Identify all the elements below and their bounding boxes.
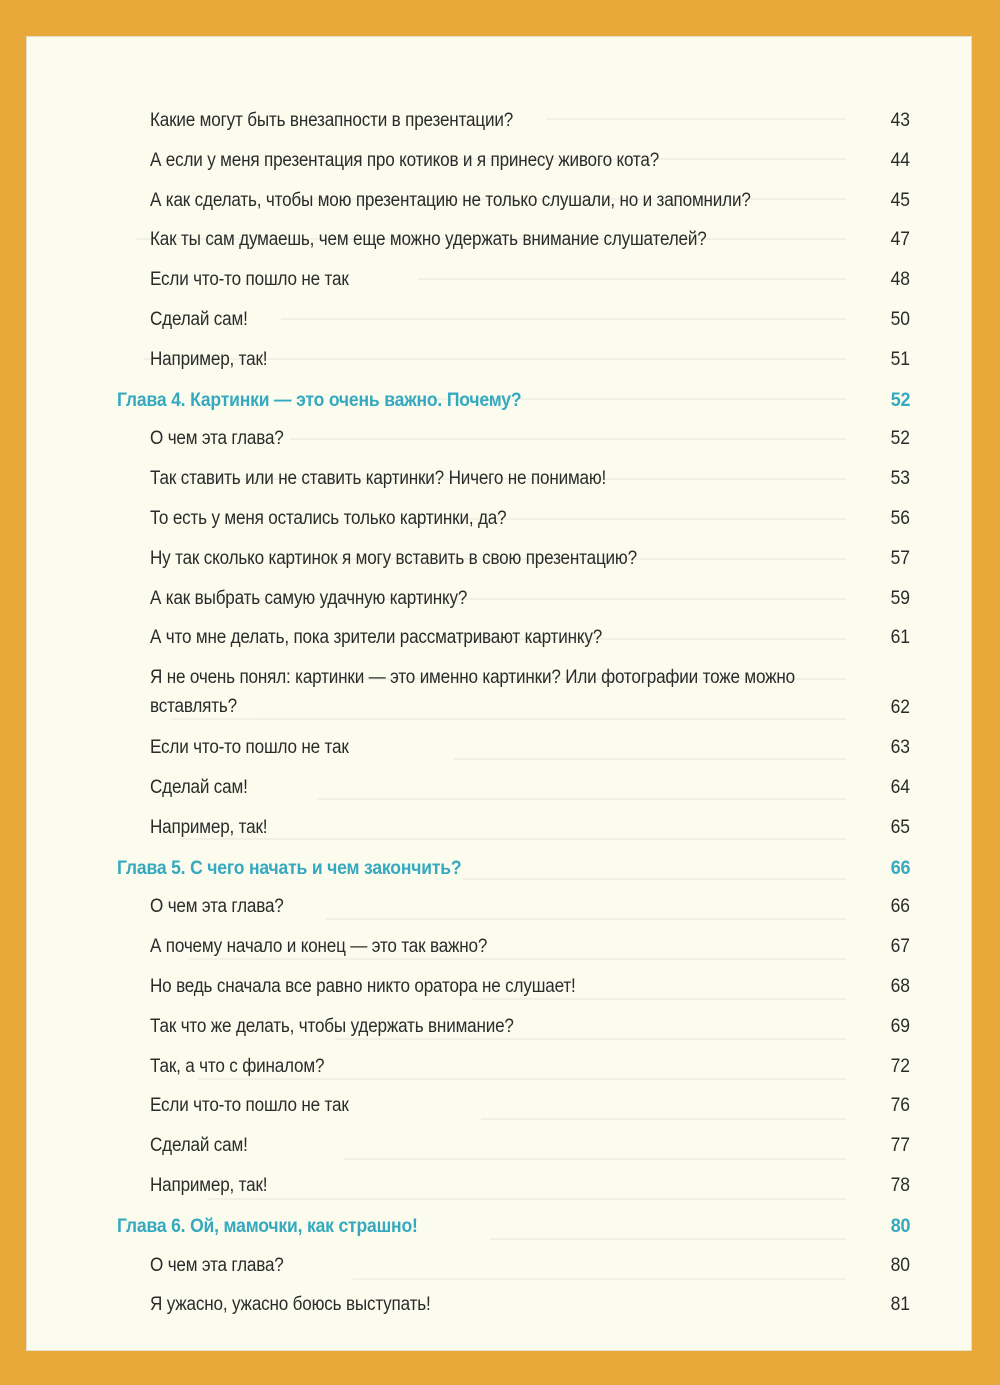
toc-entry[interactable]: [26, 1249, 972, 1289]
toc-entry[interactable]: [26, 1169, 972, 1209]
toc-entry[interactable]: [26, 621, 972, 661]
page-number: 64: [890, 776, 910, 798]
toc-entry[interactable]: [26, 1089, 972, 1129]
toc-entry[interactable]: [26, 144, 972, 184]
entry-title: Например, так!: [150, 1174, 268, 1196]
toc-entry[interactable]: [26, 1050, 972, 1090]
entry-title: Сделай сам!: [150, 776, 248, 798]
entry-title: То есть у меня остались только картинки, да?: [150, 507, 507, 529]
entry-title: Так что же делать, чтобы удержать внимание?: [150, 1015, 514, 1037]
entry-title: Так ставить или не ставить картинки? Ничего не понимаю!: [150, 468, 607, 490]
page-number: 80: [890, 1254, 910, 1276]
page-number: 68: [890, 975, 910, 997]
entry-title: А почему начало и конец — это так важно?: [150, 936, 488, 958]
toc-chapter-heading[interactable]: [26, 383, 972, 423]
page-number: 78: [890, 1174, 910, 1196]
toc-entry[interactable]: [26, 582, 972, 622]
chapter-title: Глава 5. С чего начать и чем закончить?: [117, 856, 462, 879]
entry-title: А если у меня презентация про котиков и я принесу живого кота?: [150, 149, 660, 171]
entry-title: Если что-то пошло не так: [150, 1095, 349, 1117]
page-number: 51: [890, 348, 910, 370]
toc-entry[interactable]: [26, 184, 972, 224]
page-number: 69: [890, 1015, 910, 1037]
toc-entry[interactable]: [26, 303, 972, 343]
page-number: 81: [890, 1294, 910, 1316]
entry-title: Сделай сам!: [150, 1135, 248, 1157]
toc-entry[interactable]: [26, 462, 972, 502]
entry-title: Ну так сколько картинок я могу вставить в свою презентацию?: [150, 547, 637, 569]
page-number: 52: [890, 388, 910, 411]
page-number: 57: [890, 547, 910, 569]
page-number: 61: [890, 627, 910, 649]
entry-title: Так, а что с финалом?: [150, 1055, 325, 1077]
toc-page: [26, 36, 972, 1351]
page-number: 45: [890, 189, 910, 211]
page-number: 77: [890, 1135, 910, 1157]
toc-chapter-heading[interactable]: [26, 851, 972, 891]
entry-title: Какие могут быть внезапности в презентации?: [150, 110, 514, 131]
page-number: 66: [890, 856, 910, 879]
toc-entry[interactable]: [26, 1129, 972, 1169]
toc-entry[interactable]: [26, 811, 972, 851]
entry-title: Например, так!: [150, 348, 268, 370]
toc-entry[interactable]: [26, 263, 972, 303]
page-number: 48: [890, 269, 910, 291]
entry-title: Например, так!: [150, 816, 268, 838]
page-number: 56: [890, 507, 910, 529]
toc-entry[interactable]: [26, 422, 972, 462]
entry-title: Я ужасно, ужасно боюсь выступать!: [150, 1294, 431, 1316]
page-number: 65: [890, 816, 910, 838]
page-number: 76: [890, 1095, 910, 1117]
toc-entry[interactable]: [26, 343, 972, 383]
toc-entry[interactable]: [26, 890, 972, 930]
toc-entry[interactable]: [26, 661, 972, 731]
entry-title: Как ты сам думаешь, чем еще можно удержать внимание слушателей?: [150, 229, 707, 251]
page-number: 43: [890, 110, 910, 131]
toc-entry[interactable]: [26, 223, 972, 263]
page-number: 72: [890, 1055, 910, 1077]
entry-title: Я не очень понял: картинки — это именно картинки? Или фотографии тоже можно вставлять?: [150, 667, 795, 718]
entry-title: А как выбрать самую удачную картинку?: [150, 587, 468, 609]
page-number: 66: [890, 896, 910, 918]
entry-title: Если что-то пошло не так: [150, 737, 349, 759]
entry-title: Но ведь сначала все равно никто оратора не слушает!: [150, 975, 576, 997]
chapter-title: Глава 4. Картинки — это очень важно. Почему?: [117, 388, 522, 411]
toc-entry[interactable]: [26, 502, 972, 542]
page-number: 62: [890, 697, 910, 719]
toc-entry[interactable]: [26, 1288, 972, 1328]
entry-title: О чем эта глава?: [150, 896, 284, 918]
toc-entry[interactable]: [26, 771, 972, 811]
toc-chapter-heading[interactable]: [26, 1209, 972, 1249]
toc-entry[interactable]: [26, 731, 972, 771]
page-number: 63: [890, 737, 910, 759]
toc-entry[interactable]: [26, 1010, 972, 1050]
page-number: 53: [890, 468, 910, 490]
chapter-title: Глава 6. Ой, мамочки, как страшно!: [117, 1214, 418, 1237]
table-of-contents: [26, 104, 972, 1328]
entry-title: А что мне делать, пока зрители рассматривают картинку?: [150, 627, 603, 649]
page-number: 59: [890, 587, 910, 609]
page-number: 67: [890, 936, 910, 958]
entry-title: О чем эта глава?: [150, 1254, 284, 1276]
toc-entry[interactable]: [26, 930, 972, 970]
page-number: 52: [890, 428, 910, 450]
entry-title: Если что-то пошло не так: [150, 269, 349, 291]
page-number: 80: [890, 1214, 910, 1237]
toc-entry[interactable]: [26, 104, 972, 144]
entry-title: О чем эта глава?: [150, 428, 284, 450]
entry-title: А как сделать, чтобы мою презентацию не только слушали, но и запомнили?: [150, 189, 751, 211]
toc-entry[interactable]: [26, 970, 972, 1010]
page-number: 50: [890, 308, 910, 330]
page-number: 44: [890, 149, 910, 171]
entry-title: Сделай сам!: [150, 308, 248, 330]
page-number: 47: [890, 229, 910, 251]
toc-entry[interactable]: [26, 542, 972, 582]
